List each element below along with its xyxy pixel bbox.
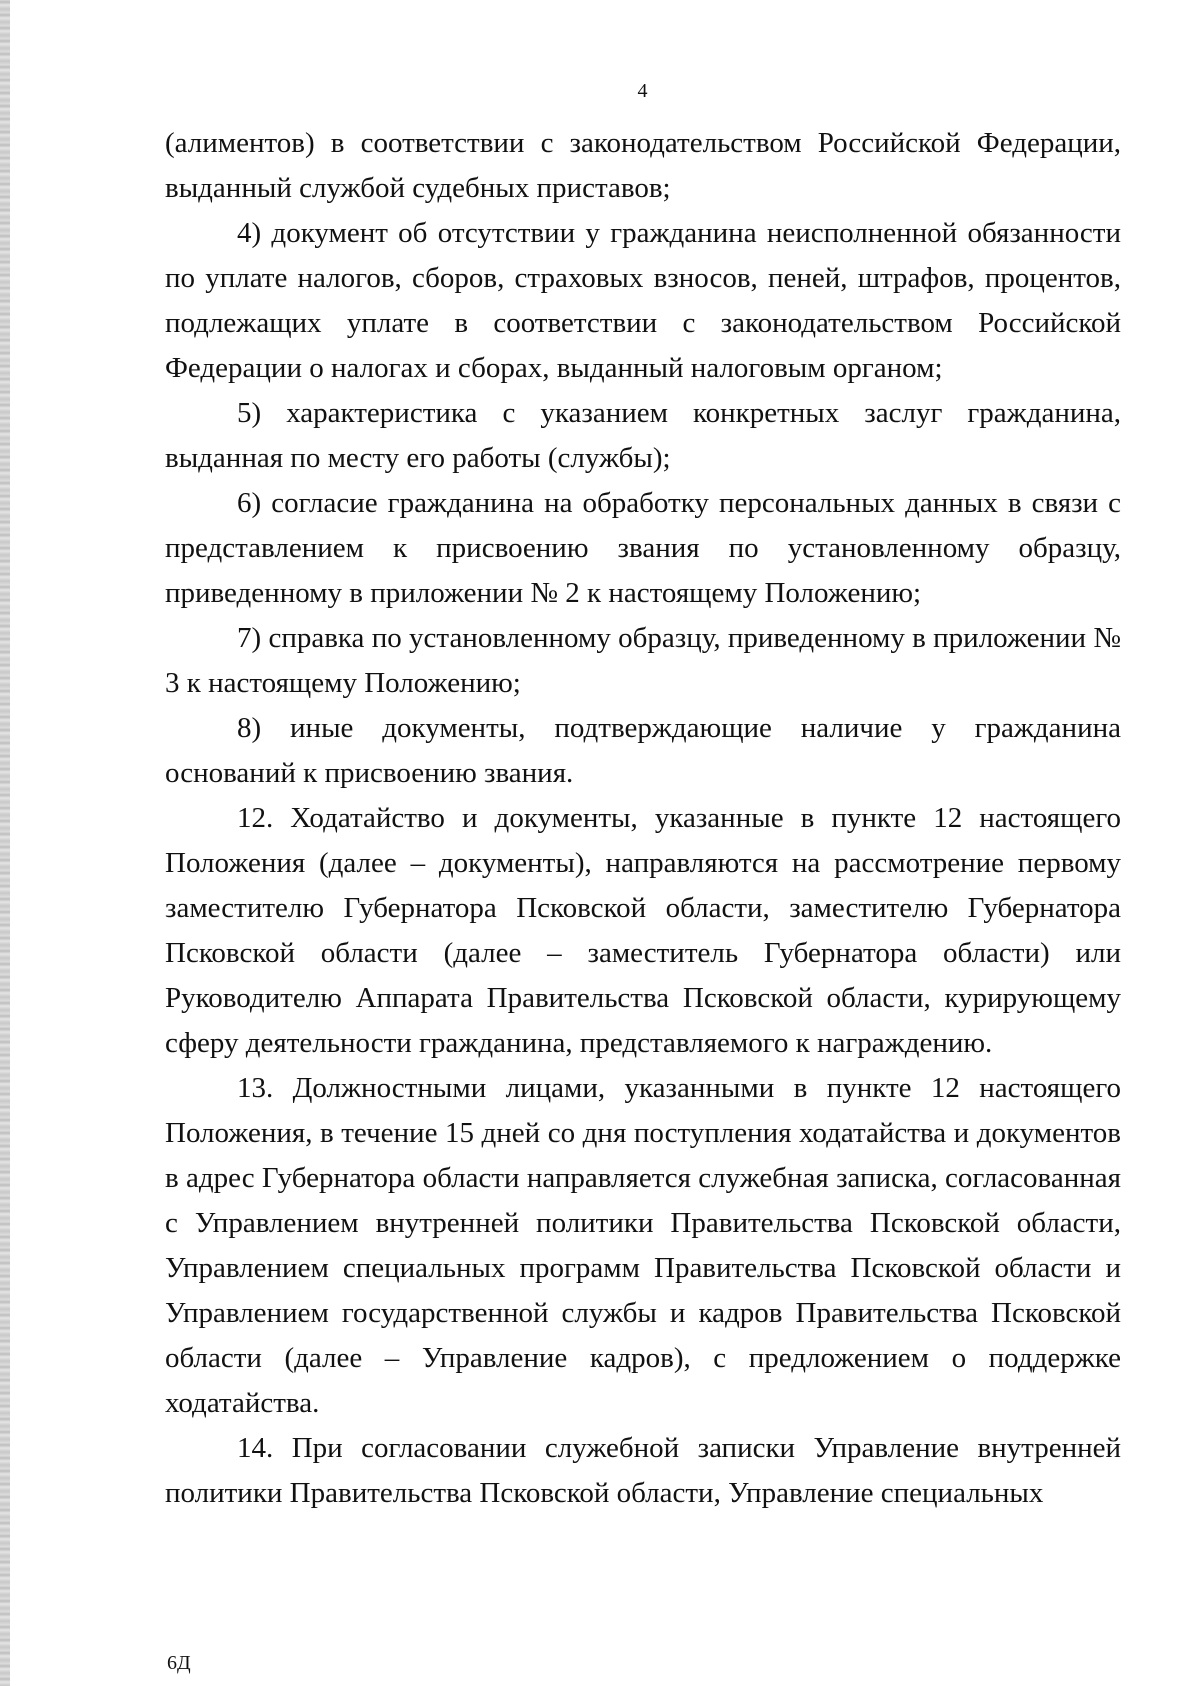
document-body	[165, 121, 1121, 1516]
document-code: 6Д	[167, 1652, 191, 1674]
paragraph: 14. При согласовании служебной записки Управление внутренней политики Правительства Псковской области, Управление специальных	[165, 1432, 1121, 1509]
paragraph: 12. Ходатайство и документы, указанные в пункте 12 настоящего Положения (далее – документы), направляются на рассмотрение первому заместителю Губернатора Псковской области, заместителю Губернатора Псковской области (далее – заместитель Губернатора области) или Руководителю Аппарата Правительства Псковской области, курирующему сферу деятельности гражданина, представляемого к награждению.	[165, 802, 1121, 1059]
paragraph: 4) документ об отсутствии у гражданина неисполненной обязанности по уплате налогов, сборов, страховых взносов, пеней, штрафов, процентов, подлежащих уплате в соответствии с законодательством Российской Федерации о налогах и сборах, выданный налоговым органом;	[165, 217, 1121, 384]
paragraph: 7) справка по установленному образцу, приведенному в приложении № 3 к настоящему Положению;	[165, 622, 1121, 699]
paragraph: 5) характеристика с указанием конкретных заслуг гражданина, выданная по месту его работы (службы);	[165, 397, 1121, 474]
paragraph: 13. Должностными лицами, указанными в пункте 12 настоящего Положения, в течение 15 дней со дня поступления ходатайства и документов в адрес Губернатора области направляется служебная записка, согласованная с Управлением внутренней политики Правительства Псковской области, Управлением специальных программ Правительства Псковской области и Управлением государственной службы и кадров Правительства Псковской области (далее – Управление кадров), с предложением о поддержке ходатайства.	[165, 1072, 1121, 1419]
page-number: 4	[637, 80, 648, 102]
scan-edge	[0, 0, 10, 1686]
paragraph: (алиментов) в соответствии с законодательством Российской Федерации, выданный службой судебных приставов;	[165, 127, 1121, 204]
paragraph: 6) согласие гражданина на обработку персональных данных в связи с представлением к присвоению звания по установленному образцу, приведенному в приложении № 2 к настоящему Положению;	[165, 487, 1121, 609]
paragraph: 8) иные документы, подтверждающие наличие у гражданина оснований к присвоению звания.	[165, 712, 1121, 789]
